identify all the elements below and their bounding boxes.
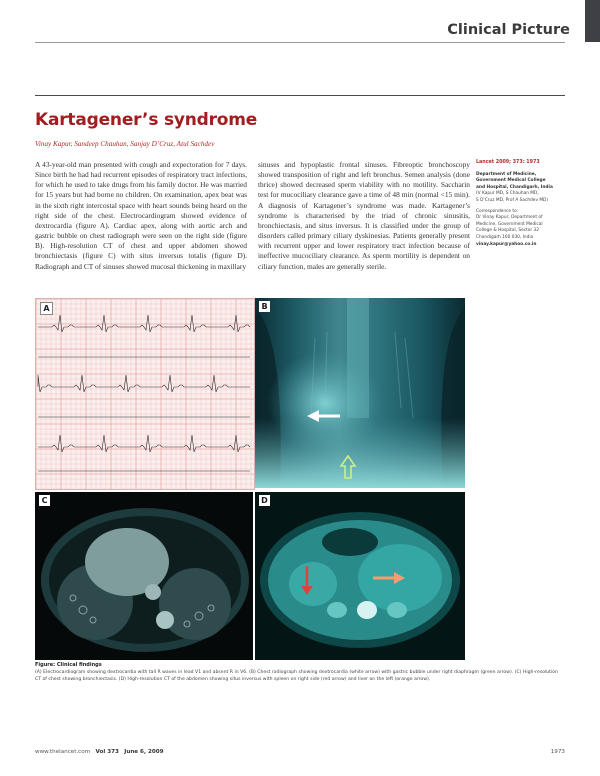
ecg-image <box>36 299 254 489</box>
ecg-trace <box>38 315 250 332</box>
figure-panel-b-radiograph <box>255 298 465 488</box>
footer-site[interactable]: www.thelancet.com <box>35 749 91 755</box>
ecg-grid <box>36 299 254 489</box>
ecg-trace <box>38 375 250 392</box>
department-line: and Hospital, Chandigarh, India <box>476 184 553 190</box>
kidney-left <box>327 602 347 618</box>
correspondence-line: College & Hospital, Sector 32 <box>476 228 540 234</box>
vertebra <box>357 601 377 619</box>
affiliation-line: S D’Cruz MD, Prof A Sachdev MD) <box>476 197 549 203</box>
body-column-1 <box>35 160 247 272</box>
spleen <box>289 562 337 606</box>
correspondence-line: Chandigarh 160 030, India <box>476 234 534 240</box>
ct-abdomen-image <box>255 492 465 660</box>
article-title: Kartagener’s syndrome <box>35 110 258 130</box>
correspondence-email[interactable]: vinay.kapur@yahoo.co.in <box>476 241 537 247</box>
panel-label-b: B <box>259 301 270 312</box>
article-authors: Vinay Kapur, Sandeep Chauhan, Sanjay D’Cruz, Atul Sachdev <box>35 140 215 148</box>
correspondence-line: Dr Vinay Kapur, Department of <box>476 215 543 221</box>
right-lung <box>159 568 231 640</box>
article-sidebar <box>476 160 571 248</box>
panel-label-c: C <box>39 495 50 506</box>
section-edge-tab <box>585 0 600 42</box>
panel-label-d: D <box>259 495 270 506</box>
radiograph-image <box>255 298 465 488</box>
department-line: Department of Medicine, <box>476 171 537 177</box>
figure-panel-d-ct-abdomen <box>255 492 465 660</box>
aorta <box>145 584 161 600</box>
ct-chest-image <box>35 492 253 660</box>
body-column-2 <box>258 160 470 272</box>
ecg-traces <box>38 315 250 471</box>
page-number: 1973 <box>550 749 565 755</box>
kidney-right <box>387 602 407 618</box>
title-rule <box>35 95 565 96</box>
figure-caption-text: (A) Electrocardiogram showing dextrocardia with tall R waves in lead V1 and absent R in V6. (B) Chest radiograph showing dextrocardia (white arrow) with gastric bubble under right diaphragm (green arrow). (C) High-resolution CT of chest showing bronchiectasis. (D) High-resolution CT of the abdomen showing situs inversus with spleen on right side (red arrow) and liver on the left (orange arrow). <box>35 670 558 683</box>
department-line: Government Medical College <box>476 178 546 184</box>
spine <box>156 611 174 629</box>
correspondence-label: Correspondence to: <box>476 208 519 214</box>
body-paragraph: A 43-year-old man presented with cough and expectoration for 7 days. Since birth he had had recurrent episodes of respiratory tract infections, for which he used to take drugs from his family doctor. He was married for 15 years but had borne no children. On examination, apex beat was in the sixth right intercostal space with heart sounds being heard on the right side of the chest. Electrocardiogram showed evidence of dextrocardia (figure A). Cardiac apex, along with aortic arch and gastric bubble on chest radiograph were seen on the right side (figure B). High-resolution CT of chest and upper abdomen showed bronchiectasis (figure C) with situs inversus totalis (figure D). Radiograph and CT of sinuses showed mucosal thickening in maxillary <box>35 160 247 271</box>
figure-panel-a-ecg <box>35 298 255 490</box>
footer-date: June 6, 2009 <box>124 749 164 755</box>
panel-label-a: A <box>40 302 53 315</box>
citation: Lancet 2009; 373: 1973 <box>476 160 540 165</box>
body-paragraph: sinuses and hypoplastic frontal sinuses. Fibreoptic bronchoscopy showed transposition of right and left bronchus. Semen analysis (done thrice) showed decreased sperm viability with no motility. Saccharin test for mucociliary clearance gave a time of 48 min (normal <15 min). A diagnosis of Kartagener’s syndrome was made. Kartagener’s syndrome is characterised by the triad of chronic sinusitis, bronchiectasis, and situs inversus. It is classified under the group of disorders called primary ciliary dyskinesias. Patients generally present with recurrent upper and lower respiratory tract infection because of ineffective mucociliary clearance. As sperm mortility is dependent on ciliary function, males are generally sterile. <box>258 160 470 271</box>
figure-caption-title: Figure: Clinical findings <box>35 662 102 668</box>
affiliation-line: (V Kapur MD, S Chauhan MD, <box>476 191 539 197</box>
figure-caption <box>35 662 565 684</box>
diaphragm-shadow <box>255 418 465 488</box>
footer-volume: Vol 373 <box>95 749 119 755</box>
header-rule <box>35 42 565 43</box>
section-label: Clinical Picture <box>447 22 570 38</box>
figure-panel-c-ct-chest <box>35 492 253 660</box>
footer-citation <box>35 749 164 755</box>
ecg-trace <box>38 435 250 452</box>
correspondence-line: Medicine, Government Medical <box>476 221 543 227</box>
bowel-gas <box>322 528 378 556</box>
